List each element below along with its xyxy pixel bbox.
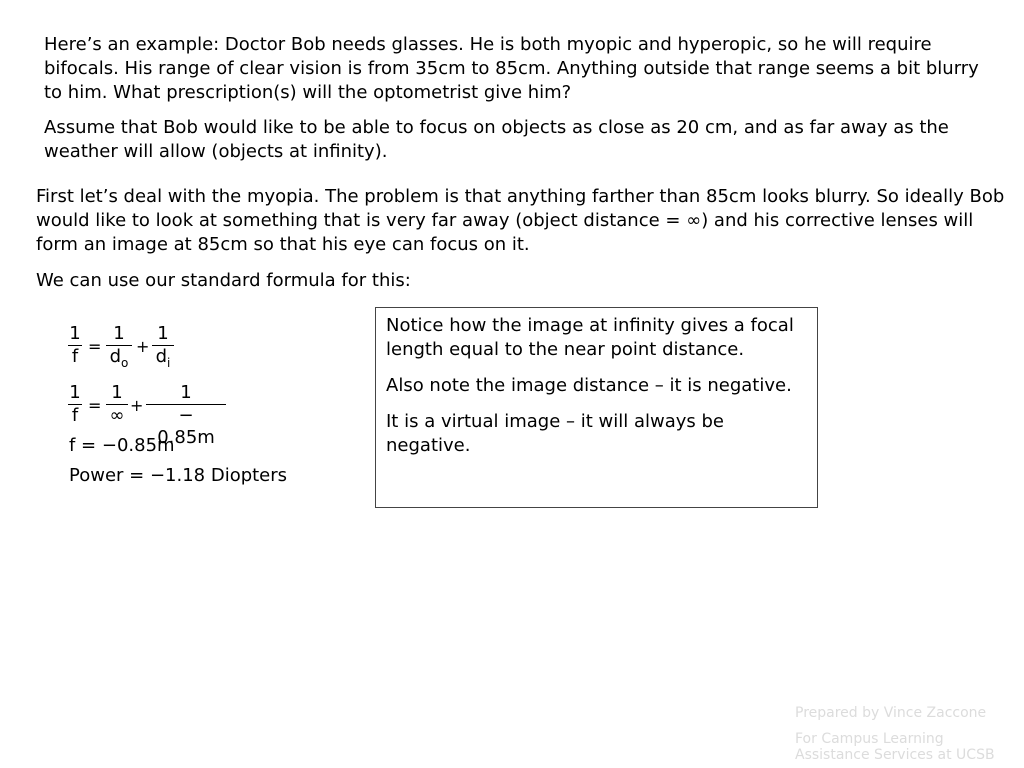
myopia-paragraph: First let’s deal with the myopia. The problem is that anything farther than 85cm looks blurry. So ideally Bob would like to look at something that is very far away (object distance = ∞) and his corrective lenses will form an image at 85cm so that his eye can focus on it. [36, 186, 1005, 255]
note-line-1: Notice how the image at infinity gives a focal length equal to the near point distance. [386, 315, 794, 360]
denominator: f [71, 346, 79, 367]
example-paragraph: Here’s an example: Doctor Bob needs glasses. He is both myopic and hyperopic, so he will require bifocals. His range of clear vision is from 35cm to 85cm. Anything outside that range seems a bit blurry to him. What prescription(s) will the optometrist give him? [44, 34, 979, 103]
numerator: 1 [69, 323, 81, 344]
fraction-1-over-di [152, 323, 174, 369]
footer-prepared-by: Prepared by Vince Zaccone [795, 705, 987, 721]
numerator: 1 [113, 323, 125, 344]
numerator: 1 [180, 382, 192, 403]
equals-sign: = [88, 337, 102, 356]
plus-sign: + [136, 337, 150, 356]
assumption-paragraph: Assume that Bob would like to be able to focus on objects as close as 20 cm, and as far away as the weather will allow (objects at infinity). [44, 117, 949, 162]
plus-sign: + [130, 396, 144, 415]
footer-for: For Campus Learning Assistance Services at UCSB [795, 731, 995, 763]
numerator: 1 [69, 382, 81, 403]
equals-sign: = [88, 396, 102, 415]
formula-intro: We can use our standard formula for this: [36, 270, 411, 291]
note-line-3: It is a virtual image – it will always be negative. [386, 411, 724, 456]
fraction-1-over-f [68, 323, 82, 368]
note-box [375, 307, 818, 508]
denominator: $d_o$ [109, 346, 129, 370]
fraction-1-over-f [68, 382, 82, 427]
focal-length-result: f = −0.85m [69, 435, 175, 456]
fraction-1-over-infinity [106, 382, 128, 427]
denominator: f [71, 405, 79, 426]
numerator: 1 [111, 382, 123, 403]
denominator: − 0.85m [157, 405, 215, 448]
denominator: ∞ [109, 405, 125, 426]
note-line-2: Also note the image distance – it is negative. [386, 375, 792, 396]
numerator: 1 [157, 323, 169, 344]
thin-lens-equation [68, 323, 188, 373]
denominator: $d_i$ [155, 346, 171, 370]
power-result: Power = −1.18 Diopters [69, 465, 288, 486]
fraction-1-over-do [106, 323, 132, 369]
